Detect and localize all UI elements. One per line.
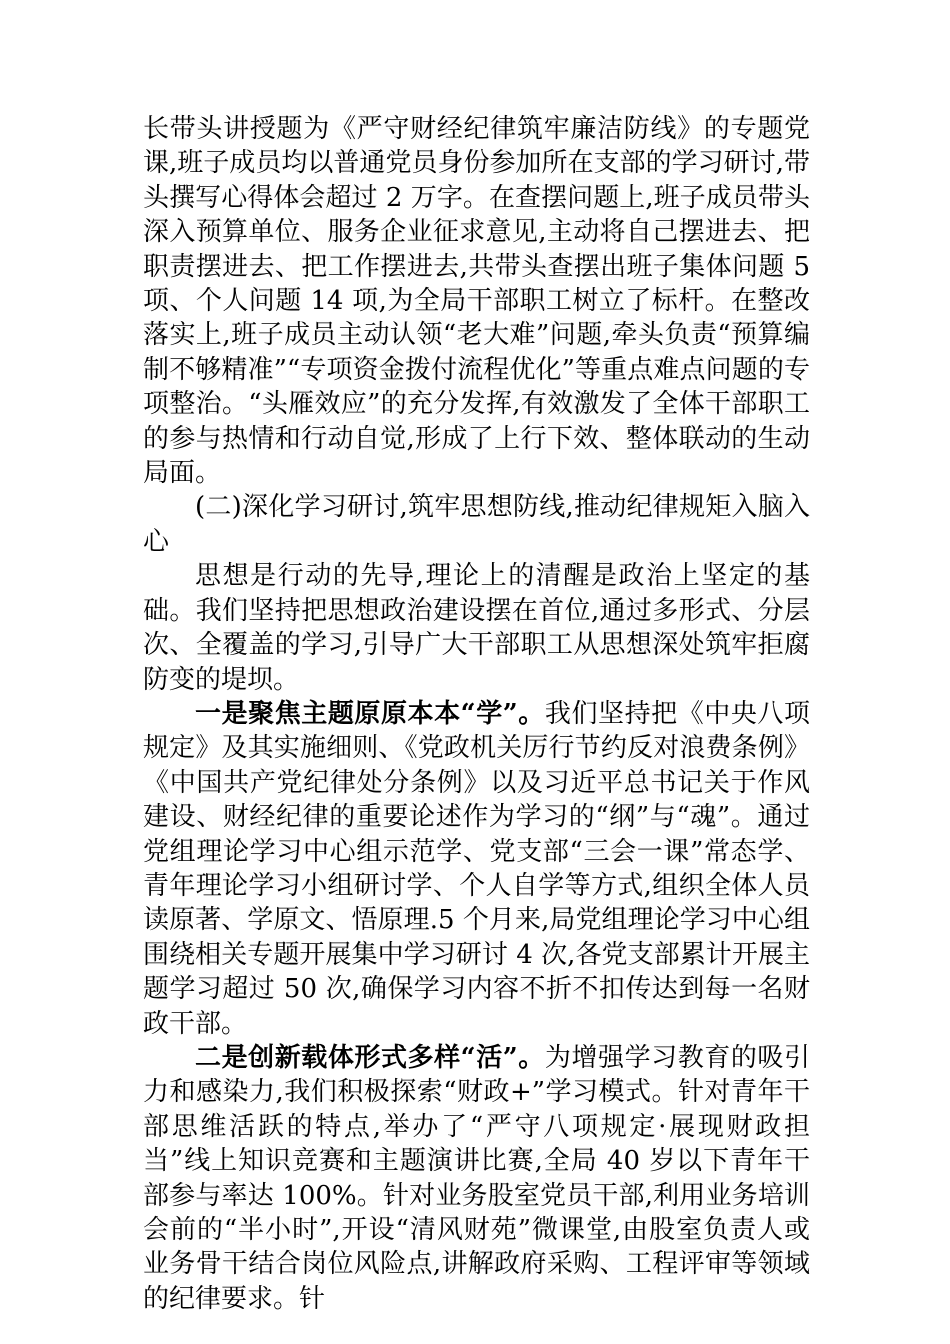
paragraph-lead-bold: 二是创新载体形式多样“活”。 xyxy=(195,1042,545,1073)
paragraph-ideology-intro xyxy=(143,559,810,697)
paragraph-lead-bold: 一是聚焦主题原原本本“学”。 xyxy=(195,698,545,729)
paragraph-innovative-formats xyxy=(143,1041,810,1316)
paragraph-text: 为增强学习教育的吸引力和感染力,我们积极探索“财政+”学习模式。针对青年干部思维活跃的特点,举办了“严守八项规定·展现财政担当”线上知识竞赛和主题演讲比赛,全局 40 岁以下青年干部参与率达 100%。针对业务股室党员干部,利用业务培训会前的“半小时”,开设“清风财苑”微课堂,由股室负责人或业务骨干结合岗位风险点,讲解政府采购、工程评审等领域的纪律要求。针 xyxy=(143,1042,810,1314)
paragraph-leadership-example xyxy=(143,112,810,490)
heading-text: (二)深化学习研讨,筑牢思想防线,推动纪律规矩入脑入心 xyxy=(143,492,810,557)
paragraph-text: 思想是行动的先导,理论上的清醒是政治上坚定的基础。我们坚持把思想政治建设摆在首位,通过多形式、分层次、全覆盖的学习,引导广大干部职工从思想深处筑牢拒腐防变的堤坝。 xyxy=(143,561,810,695)
paragraph-focus-study xyxy=(143,697,810,1041)
paragraph-text: 我们坚持把《中央八项规定》及其实施细则、《党政机关厉行节约反对浪费条例》《中国共产党纪律处分条例》以及习近平总书记关于作风建设、财经纪律的重要论述作为学习的“纲”与“魂”。通过党组理论学习中心组示范学、党支部“三会一课”常态学、青年理论学习小组研讨学、个人自学等方式,组织全体人员读原著、学原文、悟原理.5 个月来,局党组理论学习中心组围绕相关专题开展集中学习研讨 4 次,各党支部累计开展主题学习超过 50 次,确保学习内容不折不扣传达到每一名财政干部。 xyxy=(143,698,810,1039)
section-heading-study xyxy=(143,490,810,559)
document-body xyxy=(143,112,810,1316)
paragraph-text: 长带头讲授题为《严守财经纪律筑牢廉洁防线》的专题党课,班子成员均以普通党员身份参加所在支部的学习研讨,带头撰写心得体会超过 2 万字。在查摆问题上,班子成员带头深入预算单位、服务企业征求意见,主动将自己摆进去、把职责摆进去、把工作摆进去,共带头查摆出班子集体问题 5 项、个人问题 14 项,为全局干部职工树立了标杆。在整改落实上,班子成员主动认领“老大难”问题,牵头负责“预算编制不够精准”“专项资金拨付流程优化”等重点难点问题的专项整治。“头雁效应”的充分发挥,有效激发了全体干部职工的参与热情和行动自觉,形成了上行下效、整体联动的生动局面。 xyxy=(143,114,810,489)
